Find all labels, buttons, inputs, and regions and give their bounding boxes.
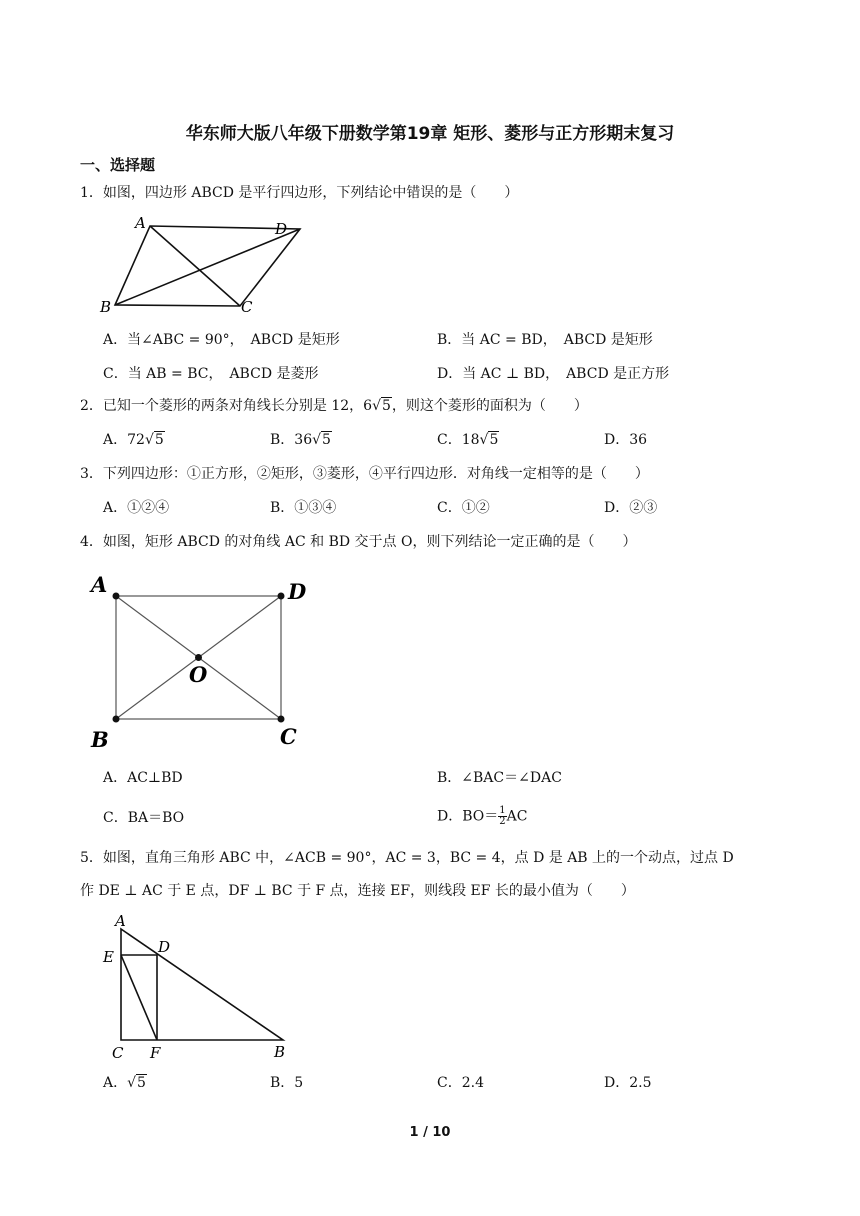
label-f: F (150, 1044, 161, 1062)
q2-option-b: B．36√5 (270, 432, 331, 448)
fraction-one-half: $\frac{1}{2}$ (499, 805, 506, 827)
page-number: 1 / 10 (409, 1125, 451, 1140)
question-1-stem: 1．如图，四边形 ABCD 是平行四边形，下列结论中错误的是（ ） (80, 185, 519, 201)
right-triangle-figure (98, 910, 298, 1065)
q4-option-c: C．BA＝BO (103, 810, 185, 826)
sqrt-sign: √5 (372, 398, 391, 414)
section-heading: 一、选择题 (80, 156, 156, 174)
q5-option-d: D．2.5 (604, 1075, 652, 1091)
label-b: B (274, 1043, 286, 1061)
q2-stem-part2: ，则这个菱形的面积为（ ） (391, 398, 588, 414)
label-e: E (103, 948, 114, 966)
label-d: D (158, 938, 171, 956)
q1-option-d: D．当 AC ⊥ BD， ABCD 是正方形 (437, 366, 670, 382)
label-b: B (91, 727, 109, 752)
q2-option-c: C．18√5 (437, 432, 499, 448)
parallelogram-figure (95, 210, 305, 316)
q3-option-a: A．①②④ (103, 500, 170, 516)
rectangle-figure (85, 570, 315, 755)
question-5-stem-line2: 作 DE ⊥ AC 于 E 点，DF ⊥ BC 于 F 点，连接 EF，则线段 EF 长的最小值为（ ） (80, 883, 635, 899)
document-title: 华东师大版八年级下册数学第19章 矩形、菱形与正方形期末复习 (185, 124, 675, 144)
label-a: A (91, 572, 108, 597)
label-d: D (275, 220, 288, 238)
q4-option-d: D．BO＝ $\frac{1}{2}$ AC (437, 805, 528, 827)
q2-stem-part1: 2．已知一个菱形的两条对角线长分别是 12，6 (80, 398, 373, 414)
question-3-stem: 3．下列四边形：①正方形，②矩形，③菱形，④平行四边形．对角线一定相等的是（ ） (80, 466, 649, 482)
label-c: C (241, 298, 253, 316)
q5-option-c: C．2.4 (437, 1075, 484, 1091)
label-c: C (280, 724, 297, 749)
q5-option-b: B．5 (270, 1075, 304, 1091)
label-a: A (135, 214, 146, 232)
label-a: A (115, 912, 126, 930)
q3-option-b: B．①③④ (270, 500, 337, 516)
label-b: B (100, 298, 112, 316)
question-5-stem-line1: 5．如图，直角三角形 ABC 中，∠ACB = 90°，AC = 3，BC = 4，点 D 是 AB 上的一个动点，过点 D (80, 850, 734, 866)
q4-option-a: A．AC⊥BD (103, 770, 183, 786)
question-4-stem: 4．如图，矩形 ABCD 的对角线 AC 和 BD 交于点 O，则下列结论一定正确的是（ ） (80, 534, 637, 550)
q2-option-a: A．72√5 (103, 432, 164, 448)
q4-option-b: B．∠BAC＝∠DAC (437, 770, 562, 786)
q1-option-c: C．当 AB = BC， ABCD 是菱形 (103, 366, 319, 382)
label-c: C (112, 1044, 124, 1062)
q3-option-c: C．①② (437, 500, 490, 516)
q5-option-a: A．√5 (103, 1075, 146, 1091)
q1-option-b: B．当 AC = BD， ABCD 是矩形 (437, 332, 653, 348)
label-d: D (288, 579, 307, 604)
q3-option-d: D．②③ (604, 500, 658, 516)
q2-option-d: D．36 (604, 432, 648, 448)
label-o: O (189, 662, 208, 687)
q1-option-a: A．当∠ABC = 90°， ABCD 是矩形 (103, 332, 340, 348)
question-2-stem (80, 396, 588, 416)
